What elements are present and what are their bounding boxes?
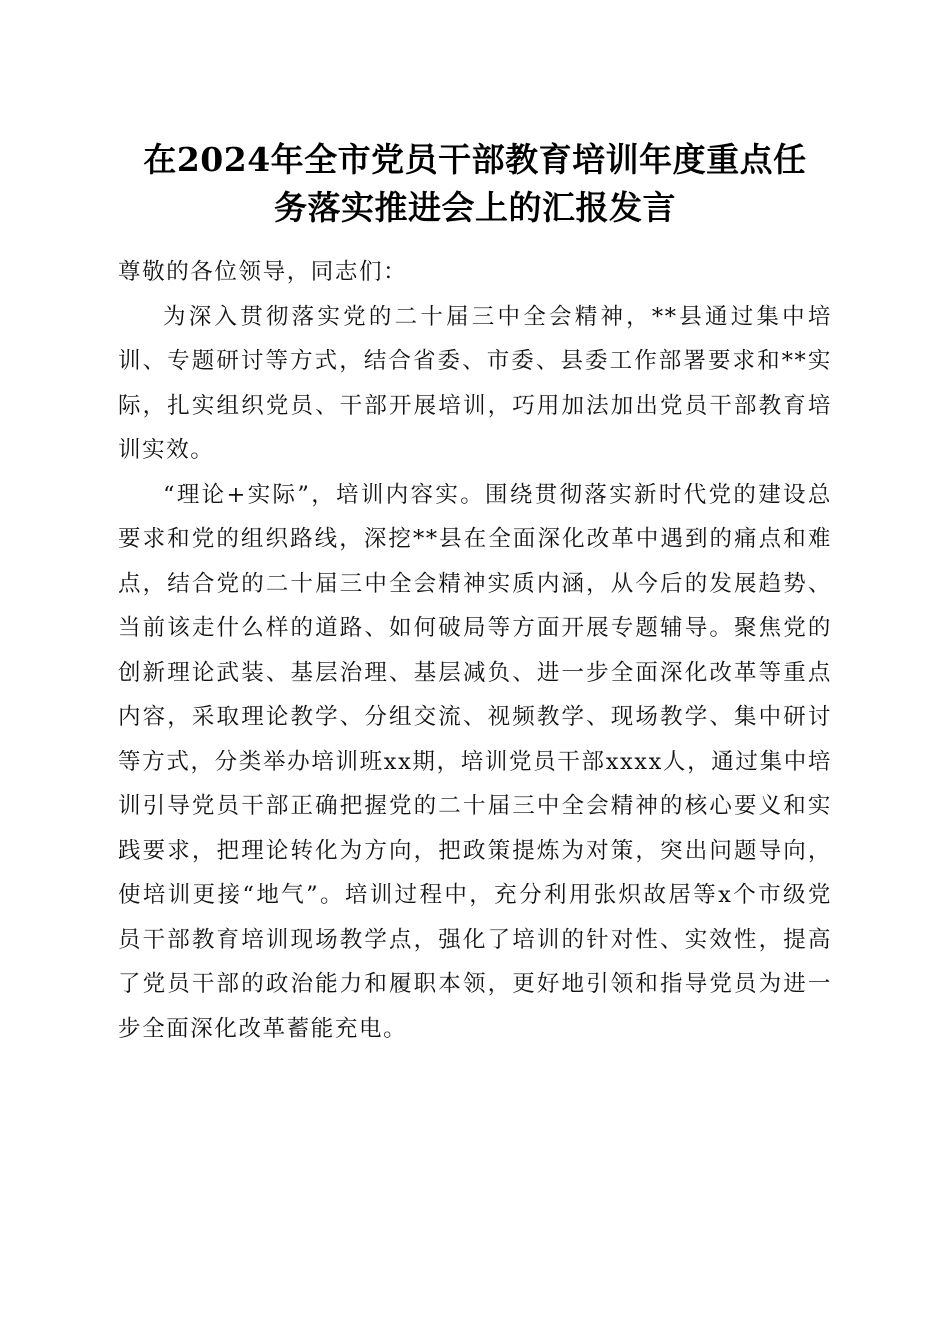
title-line-1: 在2024年全市党员干部教育培训年度重点任	[143, 140, 807, 179]
salutation: 尊敬的各位领导，同志们：	[118, 259, 408, 285]
paragraph-intro: 为深入贯彻落实党的二十届三中全会精神，**县通过集中培训、专题研讨等方式，结合省委、市委、县委工作部署要求和**实际，扎实组织党员、干部开展培训，巧用加法加出党员干部教育培训实效。	[118, 303, 832, 463]
document-body	[118, 250, 832, 1051]
title-line-2: 务落实推进会上的汇报发言	[274, 188, 676, 227]
paragraph-theory-practice: “理论+实际”，培训内容实。围绕贯彻落实新时代党的建设总要求和党的组织路线，深挖**县在全面深化改革中遇到的痛点和难点，结合党的二十届三中全会精神实质内涵，从今后的发展趋势、当前该走什么样的道路、如何破局等方面开展专题辅导。聚焦党的创新理论武装、基层治理、基层减负、进一步全面深化改革等重点内容，采取理论教学、分组交流、视频教学、现场教学、集中研讨等方式，分类举办培训班xx期，培训党员干部xxxx人，通过集中培训引导党员干部正确把握党的二十届三中全会精神的核心要义和实践要求，把理论转化为方向，把政策提炼为对策，突出问题导向，使培训更接“地气”。培训过程中，充分利用张炽故居等x个市级党员干部教育培训现场教学点，强化了培训的针对性、实效性，提高了党员干部的政治能力和履职本领，更好地引领和指导党员为进一步全面深化改革蓄能充电。	[118, 481, 832, 1042]
document-title	[118, 136, 832, 232]
